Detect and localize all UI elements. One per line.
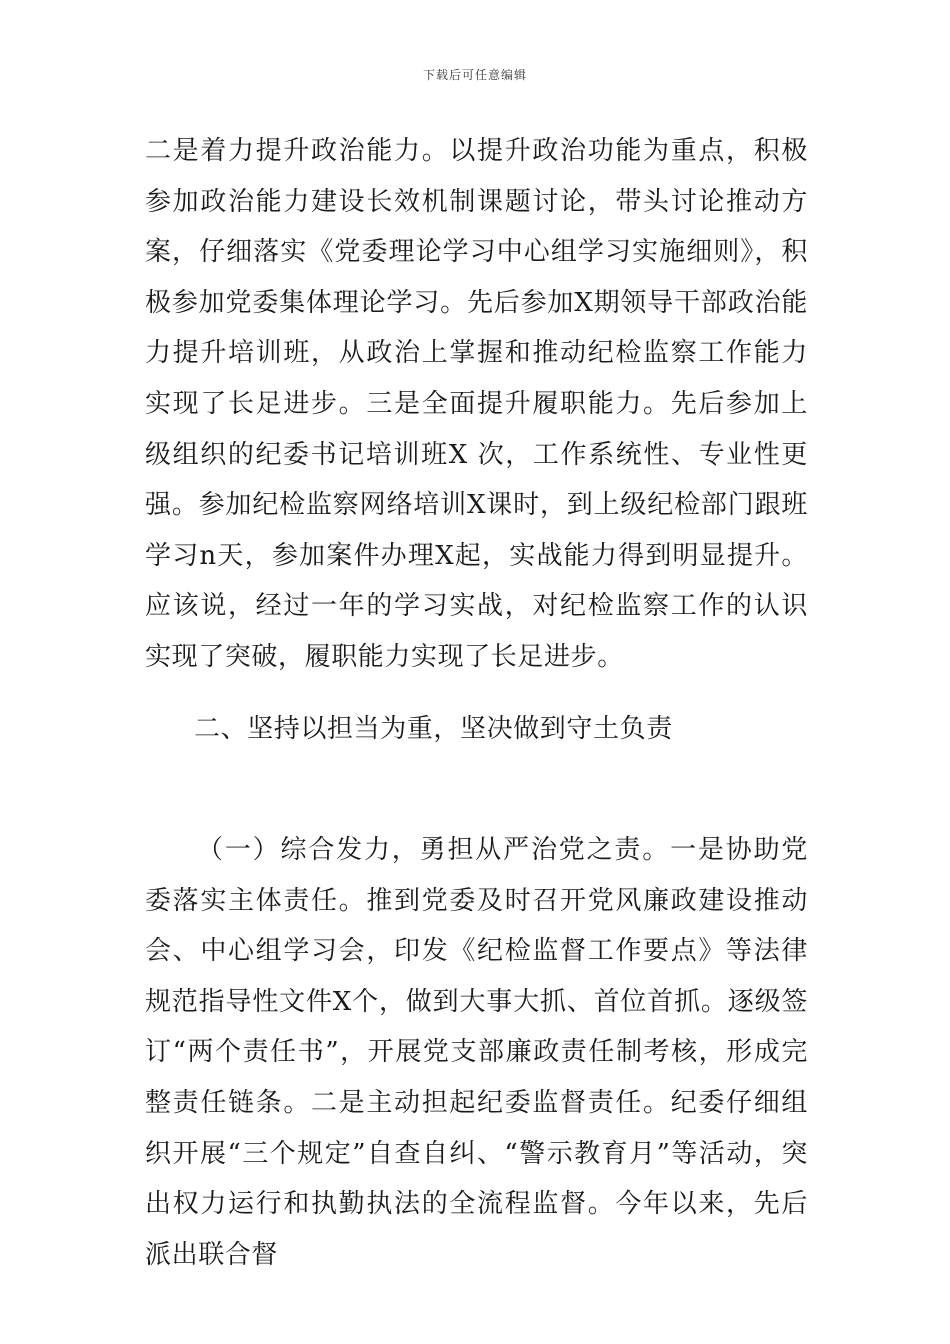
body-paragraph-2: （一）综合发力，勇担从严治党之责。一是协助党委落实主体责任。推到党委及时召开党风廉政建设推动会、中心组学习会，印发《纪检监督工作要点》等法律规范指导性文件X个，做到大事大抓、首位首抓。逐级签订“两个责任书”，开展党支部廉政责任制考核，形成完整责任链条。二是主动担起纪委监督责任。纪委仔细组织开展“三个规定”自查自纠、“警示教育月”等活动，突出权力运行和执勤执法的全流程监督。今年以来，先后派出联合督 — [145, 835, 808, 1270]
page-header-note: 下载后可任意编辑 — [422, 68, 527, 82]
section-heading: 二、坚持以担当为重，坚决做到守土负责 — [194, 714, 673, 744]
body-paragraph-1: 二是着力提升政治能力。以提升政治功能为重点，积极参加政治能力建设长效机制课题讨论，带头讨论推动方案，仔细落实《党委理论学习中心组学习实施细则》，积极参加党委集体理论学习。先后参加X期领导干部政治能力提升培训班，从政治上掌握和推动纪检监察工作能力实现了长足进步。三是全面提升履职能力。先后参加上级组织的纪委书记培训班X 次，工作系统性、专业性更强。参加纪检监察网络培训X课时，到上级纪检部门跟班学习n天，参加案件办理X起，实战能力得到明显提升。应该说，经过一年的学习实战，对纪检监察工作的认识实现了突破，履职能力实现了长足进步。 — [145, 136, 808, 672]
